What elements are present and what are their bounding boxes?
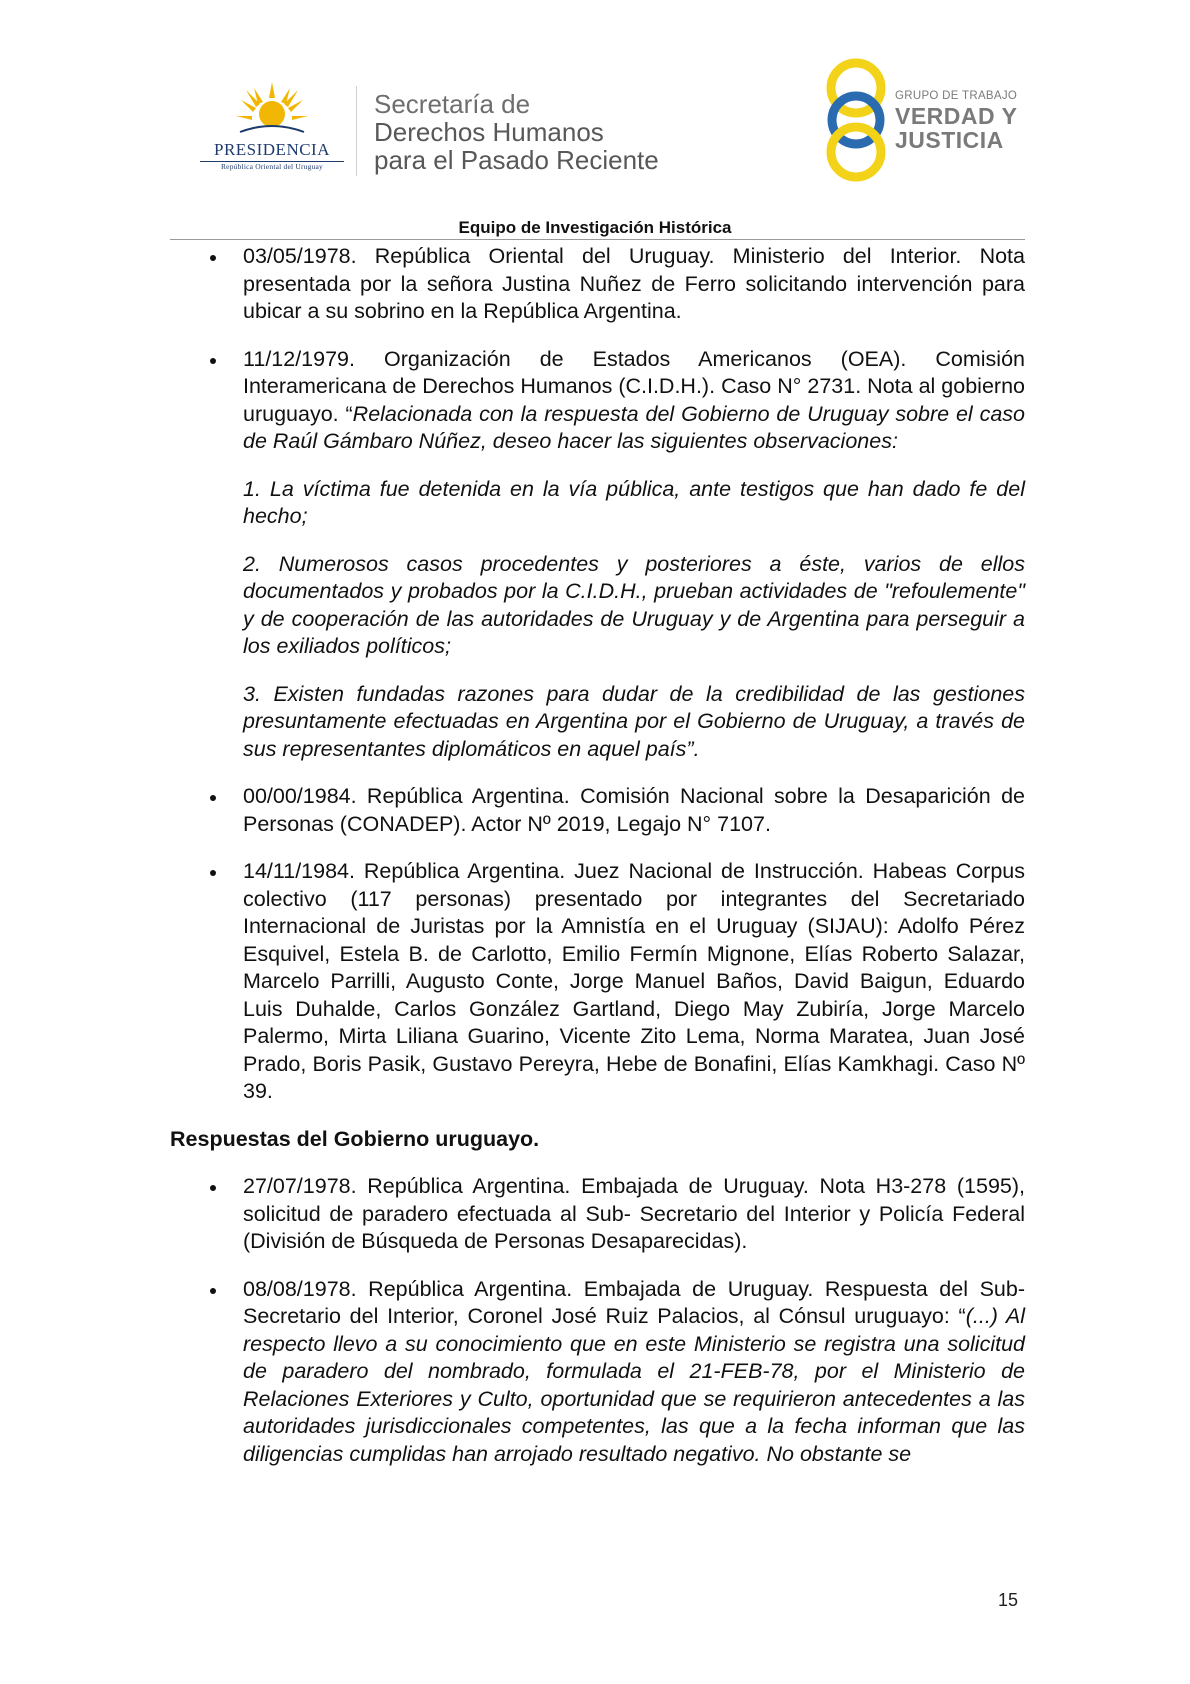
item-quote-text: (...) Al respecto llevo a su conocimiento que en este Ministerio se registra una solicitud de paradero del nombrado, formulada el 21-FEB-78, por el Ministerio de Relaciones Exteriores y Culto, oportunidad que se requirieron antecedentes a las autoridades jurisdiccionales competentes, las que a la fecha informan que las diligencias cumplidas han arrojado resultado negativo. No obstante se	[243, 1304, 1025, 1466]
section-title: Respuestas del Gobierno uruguayo.	[170, 1126, 540, 1151]
list-item-text: 27/07/1978. República Argentina. Embajada de Uruguay. Nota H3-278 (1595), solicitud de paradero efectuada al Sub- Secretario del Interior y Policía Federal (División de Búsqueda de Personas Desaparecidas).	[243, 1174, 1025, 1253]
page-header	[0, 0, 1190, 237]
list-item-text	[243, 1276, 1025, 1469]
logo-divider	[356, 86, 357, 176]
list-item	[170, 783, 1025, 838]
bullet-icon	[210, 1185, 216, 1191]
secretaria-line-1: Secretaría de	[374, 89, 531, 119]
list-item	[170, 858, 1025, 1106]
list-item	[170, 1276, 1025, 1469]
page-number: 15	[998, 1590, 1019, 1610]
secretaria-line-2: Derechos Humanos	[374, 117, 604, 147]
bullet-icon	[210, 870, 216, 876]
grupo-trabajo-label: GRUPO DE TRABAJO	[895, 90, 1018, 102]
secretaria-line-3: para el Pasado Reciente	[374, 145, 659, 175]
bullet-icon	[210, 795, 216, 801]
item-lead-text: 08/08/1978. República Argentina. Embajada de Uruguay. Respuesta del Sub- Secretario del Interior, Coronel José Ruiz Palacios, al Cónsul uruguayo: “	[243, 1276, 1025, 1328]
secretaria-title	[374, 90, 659, 174]
quote-point-3: 3. Existen fundadas razones para dudar de la credibilidad de las gestiones presuntamente efectuadas en Argentina por el Gobierno de Uruguay, a través de sus representantes diplomáticos en aquel país”.	[243, 681, 1025, 761]
presidencia-logo	[196, 80, 348, 176]
quote-point-2: 2. Numerosos casos procedentes y posteriores a éste, varios de ellos documentados y probados por la C.I.D.H., prueban actividades de "refoulemente" y de cooperación de las autoridades de Uruguay y de Argentina para perseguir a los exiliados políticos;	[243, 551, 1025, 658]
list-item	[170, 243, 1025, 326]
list-item-text: 03/05/1978. República Oriental del Uruguay. Ministerio del Interior. Nota presentada por la señora Justina Nuñez de Ferro solicitando intervención para ubicar a su sobrino en la República Argentina.	[243, 244, 1025, 323]
bullet-icon	[210, 255, 216, 261]
verdad-justicia-label	[895, 104, 1017, 152]
document-body	[170, 243, 1025, 1488]
verdad-label: VERDAD Y	[895, 103, 1018, 129]
bullet-icon	[210, 1288, 216, 1294]
bullet-icon	[210, 358, 216, 364]
list-item-text: 14/11/1984. República Argentina. Juez Nacional de Instrucción. Habeas Corpus colectivo (117 personas) presentado por integrantes del Secretariado Internacional de Juristas por la Amnistía en el Uruguay (SIJAU): Adolfo Pérez Esquivel, Estela B. de Carlotto, Emilio Fermín Mignone, Elías Roberto Salazar, Marcelo Parrilli, Augusto Conte, Jorge Manuel Baños, David Baigun, Eduardo Luis Duhalde, Carlos González Gartland, Diego May Zubiría, Jorge Marcelo Palermo, Mirta Liliana Guarino, Vicente Zito Lema, Norma Maratea, Juan José Prado, Boris Pasik, Gustavo Pereyra, Hebe de Bonafini, Elías Kamkhagi. Caso Nº 39.	[243, 859, 1025, 1103]
item-quote-text: Relacionada con la respuesta del Gobierno de Uruguay sobre el caso de Raúl Gámbaro Núñez, deseo hacer las siguientes observaciones:	[243, 401, 1025, 453]
list-item-text	[243, 346, 1025, 456]
header-rule	[170, 239, 1025, 240]
justicia-label: JUSTICIA	[895, 127, 1004, 153]
item-lead-text: 11/12/1979. Organización de Estados Americanos (OEA). Comisión Interamericana de Derechos Humanos (C.I.D.H.). Caso N° 2731. Nota al gobierno uruguayo. “	[243, 346, 1025, 426]
list-item	[170, 346, 1025, 764]
sun-icon	[236, 80, 308, 138]
list-item-text: 00/00/1984. República Argentina. Comisión Nacional sobre la Desaparición de Personas (CONADEP). Actor Nº 2019, Legajo N° 7107.	[243, 784, 1025, 836]
team-heading: Equipo de Investigación Histórica	[458, 218, 732, 237]
presidencia-title: PRESIDENCIA	[213, 140, 330, 159]
quote-point-1: 1. La víctima fue detenida en la vía pública, ante testigos que han dado fe del hecho;	[243, 476, 1025, 528]
list-item	[170, 1173, 1025, 1256]
presidencia-subtitle: República Oriental del Uruguay	[220, 162, 323, 171]
